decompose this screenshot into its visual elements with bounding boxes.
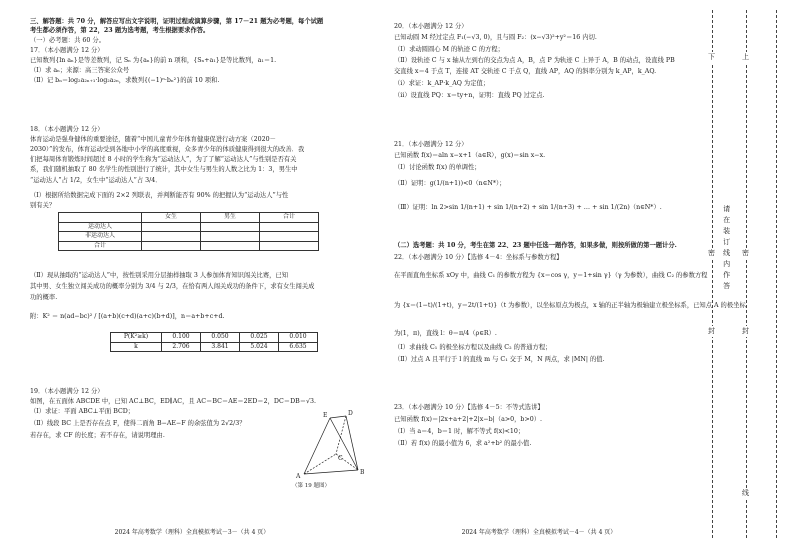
table-cell: [142, 222, 201, 232]
q18-line5: “运动达人”占 1/2，女生中“运动达人”占 3/4．: [30, 177, 162, 184]
section3-header: 三、解答题：共 70 分，解答应写出文字说明，证明过程或演算步骤，第 17－21 题为必考题，每个试题: [30, 18, 324, 25]
table-cell: [142, 232, 201, 242]
q23-part2: （Ⅱ）若 f(x) 的最小值为 6，求 a²+b² 的最小值.: [394, 440, 532, 447]
q20-part2-i: （ⅰ）求证：k_AP·k_AQ 为定值；: [394, 80, 490, 87]
table-cell: 0.100: [162, 333, 201, 343]
table-cell: [260, 222, 319, 232]
q19-title: 19．（本小题满分 12 分）: [30, 388, 104, 395]
q18-part2-end: 功的概率.: [30, 294, 58, 301]
table-header-cell: 男生: [201, 213, 260, 223]
vertex-d-label: D: [348, 410, 353, 417]
table-cell: [260, 241, 319, 251]
q18-title: 18．（本小题满分 12 分）: [30, 126, 104, 133]
edge-ab: [304, 470, 358, 474]
q22-part1: （Ⅰ）求曲线 C₁ 的极坐标方程以及曲线 C₂ 的普通方程；: [394, 344, 552, 351]
table-cell: [260, 232, 319, 242]
table-cell: 6.635: [279, 342, 318, 352]
table-row: [59, 232, 319, 242]
table-cell: 运动达人: [59, 222, 142, 232]
q21-title: 21．（本小题满分 12 分）: [394, 141, 468, 148]
table-header-cell: [59, 213, 142, 223]
k2-formula: 附：K² ＝ n(ad−bc)² / [(a+b)(c+d)(a+c)(b+d)]，n＝a+b+c+d.: [30, 313, 225, 320]
q19-stem: 如图，在五面体 ABCDE 中，已知 AC⊥BC，ED∥AC，且 AC＝BC＝AE＝2ED＝2，DC＝DB＝√3.: [30, 398, 317, 405]
table-header-row: [59, 213, 319, 223]
q20-part2-ii: （ⅱ）设直线 PQ：x＝ty+n，证明：直线 PQ 过定点.: [394, 92, 545, 99]
q19-part2-cont: 若存在，求 CF 的长度；若不存在，请说明理由.: [30, 432, 165, 439]
q21-part3: （Ⅲ）证明：ln 2>sin 1/(n+1) + sin 1/(n+2) + sin 1/(n+3) + … + sin 1/(2n)（n∈N*）.: [394, 204, 662, 211]
vertex-c-label: C: [338, 455, 343, 462]
q20-stem: 已知动圆 M 经过定点 F₁(−√3, 0)，且与圆 F₂：(x−√3)²+y²＝16 内切.: [394, 34, 597, 41]
pentahedron-figure: [284, 408, 374, 484]
table-row: [59, 222, 319, 232]
edge-db: [346, 416, 358, 470]
binding-char: 封: [708, 327, 715, 335]
q23-title: 23．（本小题满分 10 分）【选修 4－5：不等式选讲】: [394, 404, 544, 411]
q21-stem: 已知函数 f(x)＝aln x−x+1（a∈R），g(x)＝sin x−x.: [394, 152, 546, 159]
table-cell: [201, 241, 260, 251]
q21-part2: （Ⅱ）证明：g(1/(n+1))<0（n∈N*）；: [394, 180, 506, 187]
edge-ed: [330, 416, 346, 418]
table-cell: [201, 232, 260, 242]
vertex-b-label: B: [360, 469, 365, 476]
table-cell: P(K²≥k): [111, 333, 162, 343]
binding-line-left: [712, 10, 713, 538]
binding-char: 密: [742, 249, 749, 257]
q17-title: 17．（本小题满分 12 分）: [30, 47, 104, 54]
table-cell: k: [111, 342, 162, 352]
q22-title: 22．（本小题满分 10 分）【选修 4－4：坐标系与参数方程】: [394, 254, 563, 261]
binding-line-center: [746, 10, 747, 538]
q18-line1: 体育运动是强身健体的重要途径，随着“中国儿童青少年体育健康促进行动方案（2020－: [30, 136, 276, 143]
binding-char: 上: [742, 53, 749, 61]
q20-part2-cont: 交直线 x＝4 于点 T，连接 AT 交轨迹 C 于点 Q，直线 AP，AQ 的斜率分别为 k_AP，k_AQ.: [394, 68, 657, 75]
q20-part1: （Ⅰ）求动圆圆心 M 的轨迹 C 的方程；: [394, 46, 504, 53]
table-cell: 0.010: [279, 333, 318, 343]
binding-char: 密: [708, 249, 715, 257]
q20-title: 20．（本小题满分 12 分）: [394, 23, 468, 30]
binding-char: 封: [742, 327, 749, 335]
binding-char: 线: [742, 489, 749, 497]
left-page-footer: 2024 年高考数学（理科）全真模拟考试－3－（共 4 页）: [114, 529, 270, 537]
table-cell: 0.050: [201, 333, 240, 343]
q22-line1: 在平面直角坐标系 xOy 中，曲线 C₁ 的参数方程为 {x＝cos γ，y＝1+sin γ}（γ 为参数），曲线 C₂ 的参数方程: [394, 272, 708, 279]
table-cell: 5.024: [240, 342, 279, 352]
contingency-table: [58, 212, 319, 251]
q23-stem: 已知函数 f(x)＝|2x+a+2|+2|x−b|（a>0，b>0）.: [394, 416, 543, 423]
table-row: [111, 333, 318, 343]
binding-line-right: [776, 10, 777, 538]
q18-part2-cont: 其中男、女生独立闯关成功的概率分别为 3/4 与 2/3，在恰有两人闯关成功的条件下，求有女生闯关成: [30, 283, 315, 290]
q19-part1: （Ⅰ）求证：平面 ABC⊥平面 BCD；: [30, 408, 135, 415]
left-page: [0, 0, 384, 548]
q22-line3: 为(1，π)，直线 l：θ＝π/4（ρ∈R）.: [394, 330, 497, 337]
q19-part2: （Ⅱ）线段 BC 上是否存在点 F，使得二面角 B−AE−F 的余弦值为 2√2/3？: [30, 420, 246, 427]
q18-line4: 系，我们随机抽取了 80 名学生的性别进行了统计，其中女生与男生的人数之比为 1：3，男生中: [30, 166, 298, 173]
edge-eb: [330, 418, 358, 470]
q18-line3: 们把每周体育锻炼时间超过 8 小时的学生称为“运动达人”，为了了解“运动达人”与性别是否有关: [30, 156, 297, 163]
q22-line2: 为 {x＝(1−t)/(1+t)，y＝2t/(1+t)}（t 为参数），以坐标原点为极点，x 轴的正半轴为极轴建立极坐标系，已知点 A 的极坐标: [394, 302, 746, 309]
binding-note: 请在装订线内作答: [722, 205, 731, 293]
q23-part1: （Ⅰ）当 a＝4，b＝1 时，解不等式 f(x)<10；: [394, 428, 525, 435]
q21-part1: （Ⅰ）讨论函数 f(x) 的单调性；: [394, 164, 481, 171]
right-page-footer: 2024 年高考数学（理科）全真模拟考试－4－（共 4 页）: [461, 529, 617, 537]
table-cell: [201, 222, 260, 232]
q17-part1: （Ⅰ）求 aₙ；来源：高三答案公众号: [30, 67, 130, 74]
table-header-cell: 合计: [260, 213, 319, 223]
required-header: （一）必考题：共 60 分。: [30, 37, 105, 44]
edge-dc: [336, 416, 346, 454]
optional-header: （二）选考题：共 10 分，考生在第 22、23 题中任选一题作答，如果多做，则按所做的第一题计分.: [394, 242, 677, 249]
q20-part2: （Ⅱ）设轨迹 C 与 x 轴从左到右的交点为点 A，B，点 P 为轨迹 C 上异于 A，B 的动点，设直线 PB: [394, 57, 675, 64]
q17-part2: （Ⅱ）记 bₙ＝log₂a₂ₙ₊₁·log₂a₂ₙ，求数列{(−1)ⁿ·bₙ²}的前 10 项和.: [30, 77, 220, 84]
table-cell: 合计: [59, 241, 142, 251]
q17-stem: 已知数列{ln aₙ}是等差数列，记 Sₙ 为{aₙ}的前 n 项和，{Sₙ+a₁}是等比数列，a₁＝1.: [30, 57, 277, 64]
binding-margin: [694, 0, 794, 548]
table-row: [111, 342, 318, 352]
vertex-a-label: A: [296, 473, 301, 480]
critical-value-table: [110, 332, 318, 352]
binding-char: 下: [708, 53, 715, 61]
q18-line2: 2030）”的发布，体育运动受到各地中小学的高度重视，众多青少年的体质健康得到很大的改善．我: [30, 146, 305, 153]
q18-part1: （Ⅰ）根据所给数据完成下面的 2×2 列联表，并判断能否有 90% 的把握认为“运动达人”与性: [30, 192, 289, 199]
table-cell: 2.706: [162, 342, 201, 352]
figure-caption: （第 19 题图）: [292, 483, 330, 489]
section3-header-cont: 考生都必须作答，第 22，23 题为选考题，考生根据要求作答。: [30, 27, 210, 34]
q22-part2: （Ⅱ）过点 A 且平行于 l 的直线 m 与 C₁ 交于 M，N 两点，求 |MN| 的值.: [394, 356, 605, 363]
table-cell: 非运动达人: [59, 232, 142, 242]
table-cell: 0.025: [240, 333, 279, 343]
table-cell: 3.841: [201, 342, 240, 352]
table-header-cell: 女生: [142, 213, 201, 223]
vertex-e-label: E: [323, 412, 328, 419]
q18-part1-cont: 别有关？: [30, 202, 56, 209]
table-cell: [142, 241, 201, 251]
table-row: [59, 241, 319, 251]
q18-part2: （Ⅱ）现从抽取的“运动达人”中，按性别采用分层抽样抽取 3 人参加体育知识闯关比赛，已知: [30, 272, 289, 279]
